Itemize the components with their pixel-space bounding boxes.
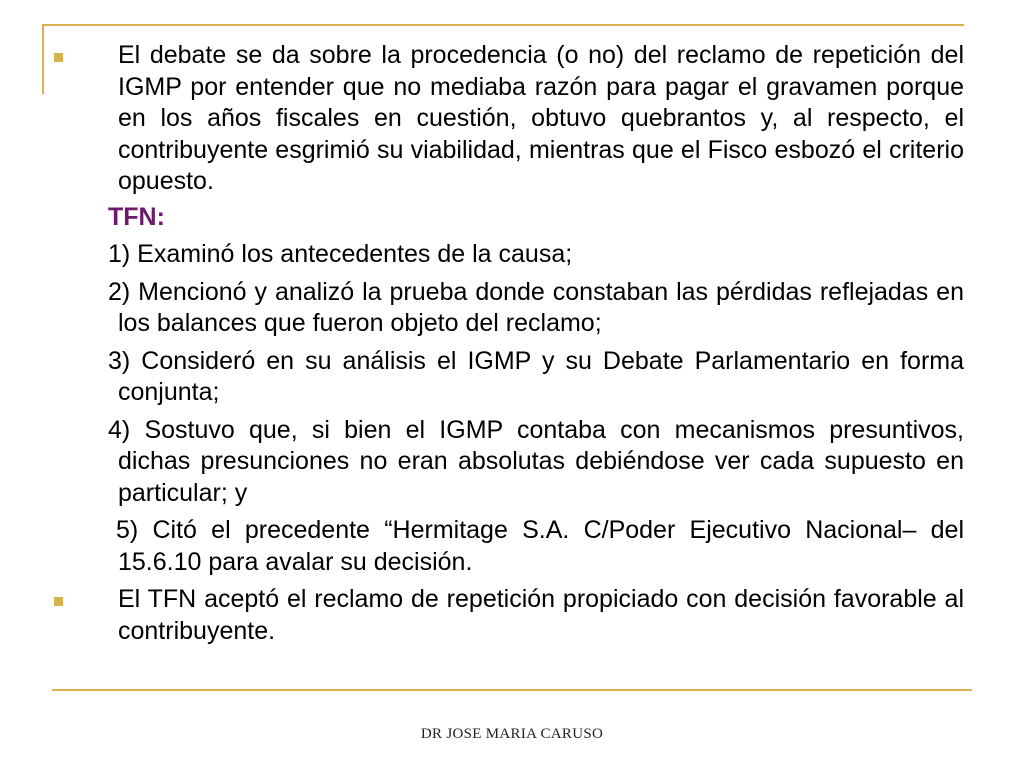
list-item-5: 5) Citó el precedente “Hermitage S.A. C/Poder Ejecutivo Nacional– del 15.6.10 para avalar su decisión. (116, 516, 964, 576)
bottom-rule (52, 689, 972, 691)
square-bullet-icon (54, 53, 63, 62)
bullet-paragraph-1 (40, 40, 964, 198)
bullet-text-2: El TFN aceptó el reclamo de repetición propiciado con decisión favorable al contribuyente. (118, 585, 964, 645)
bullet-paragraph-2 (40, 584, 964, 647)
slide-content (40, 40, 964, 647)
list-item-4: 4) Sostuvo que, si bien el IGMP contaba con mecanismos presuntivos, dichas presunciones no eran absolutas debiéndose ver cada supuesto en particular; y (108, 415, 964, 507)
list-item-2: 2) Mencionó y analizó la prueba donde constaban las pérdidas reflejadas en los balances que fueron objeto del reclamo; (108, 277, 964, 337)
top-rule (42, 24, 964, 26)
list-item-1: 1) Examinó los antecedentes de la causa; (108, 240, 573, 268)
footer-author: DR JOSE MARIA CARUSO (420, 726, 604, 742)
section-heading-tfn: TFN: (108, 202, 165, 231)
list-item-3: 3) Consideró en su análisis el IGMP y su Debate Parlamentario en forma conjunta; (108, 346, 964, 406)
square-bullet-icon (54, 597, 63, 606)
bullet-text-1: El debate se da sobre la procedencia (o no) del reclamo de repetición del IGMP por entender que no mediaba razón para pagar el gravamen porque en los años fiscales en cuestión, obtuvo quebrantos y, al respecto, el contribuyente esgrimió su viabilidad, mientras que el Fisco esbozó el criterio opuesto. (118, 41, 964, 195)
